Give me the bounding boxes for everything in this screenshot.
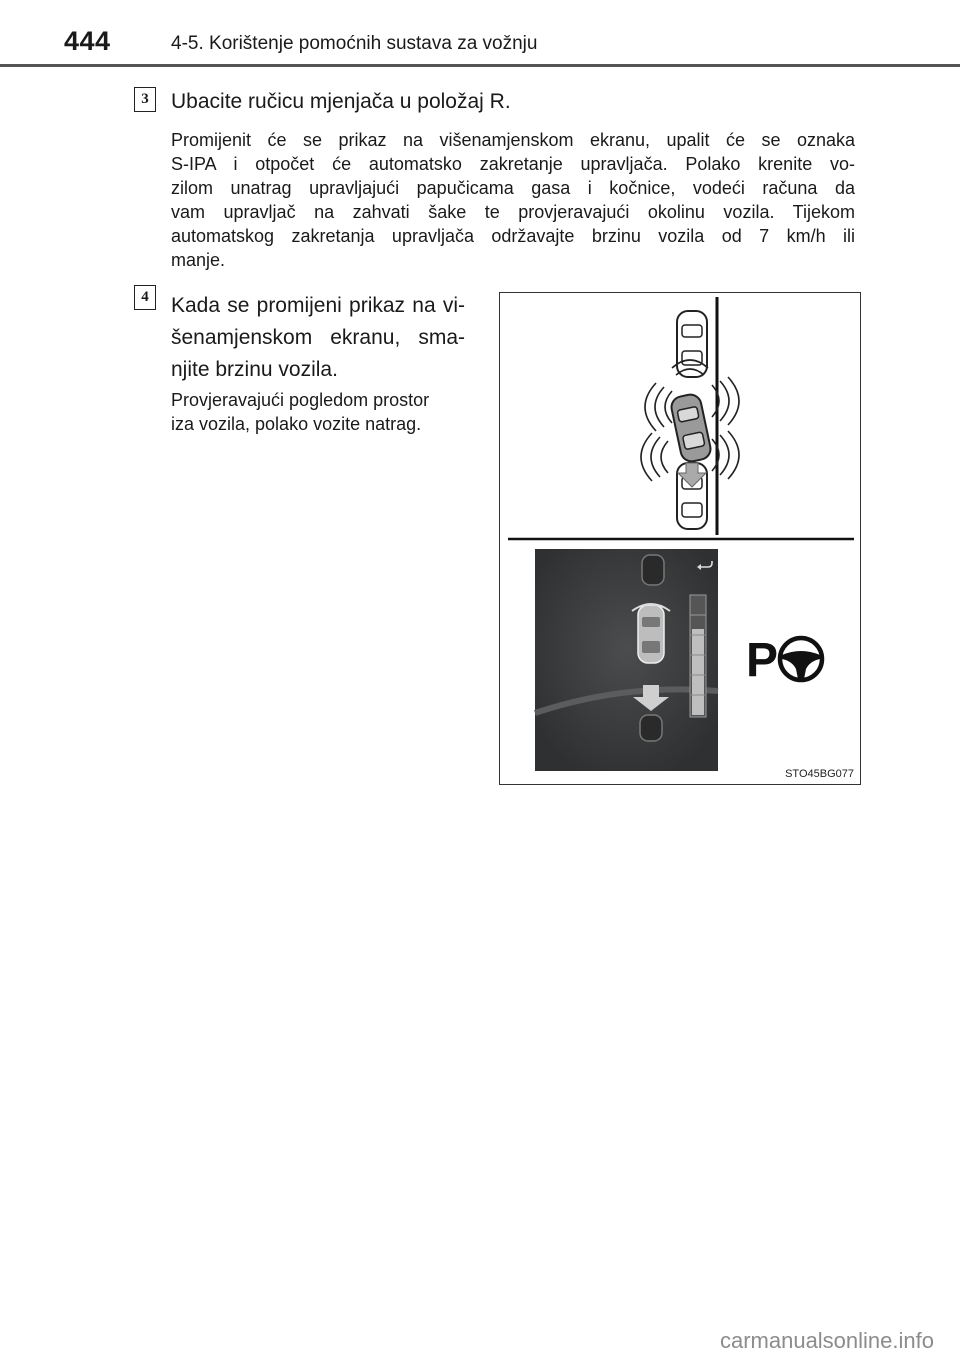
step-3-description bbox=[171, 128, 855, 272]
step-3-title: Ubacite ručicu mjenjača u položaj R. bbox=[171, 90, 511, 113]
step-3-line: Promijenit će se prikaz na višenamjenskom ekranu, upalit će se oznaka bbox=[171, 130, 855, 150]
section-title: 4-5. Korištenje pomoćnih sustava za vožnju bbox=[171, 33, 538, 54]
step-4-title-line: šenamjenskom ekranu, sma- bbox=[171, 326, 465, 349]
step-4-line: iza vozila, polako vozite natrag. bbox=[171, 414, 422, 434]
step-3-line: zilom unatrag upravljajući papučicama gasa i kočnice, vodeći računa da bbox=[171, 178, 855, 198]
step-badge-3: 3 bbox=[134, 87, 156, 112]
reversing-car-icon bbox=[669, 393, 712, 464]
display-letter: P bbox=[746, 634, 779, 687]
step-4-title-line: njite brzinu vozila. bbox=[171, 358, 338, 381]
step-4-description bbox=[171, 388, 471, 436]
step-3-line: vam upravljač na zahvati šake te provjeravajući okolinu vozila. Tijekom bbox=[171, 202, 855, 222]
step-3-line: manje. bbox=[171, 250, 226, 270]
page-number: 444 bbox=[64, 26, 111, 56]
step-3-line: S-IPA i otpočet će automatsko zakretanje upravljača. Polako krenite vo- bbox=[171, 154, 855, 174]
parking-assist-figure bbox=[499, 292, 861, 785]
figure-code: STO45BG077 bbox=[785, 768, 854, 780]
step-4-title-line: Kada se promijeni prikaz na vi- bbox=[171, 294, 465, 317]
header-rule bbox=[0, 64, 960, 67]
figure-illustration bbox=[500, 293, 860, 784]
multi-information-display bbox=[535, 549, 718, 771]
step-4-line: Provjeravajući pogledom prostor bbox=[171, 390, 430, 410]
step-4-title bbox=[171, 290, 465, 386]
steering-wheel-icon bbox=[780, 638, 822, 680]
step-badge-4: 4 bbox=[134, 285, 156, 310]
page-header bbox=[0, 0, 960, 66]
step-3-line: automatskog zakretanja upravljača održavajte brzinu vozila od 7 km/h ili bbox=[171, 226, 855, 246]
parked-car-icon bbox=[677, 311, 707, 377]
watermark: carmanualsonline.info bbox=[719, 1328, 934, 1353]
